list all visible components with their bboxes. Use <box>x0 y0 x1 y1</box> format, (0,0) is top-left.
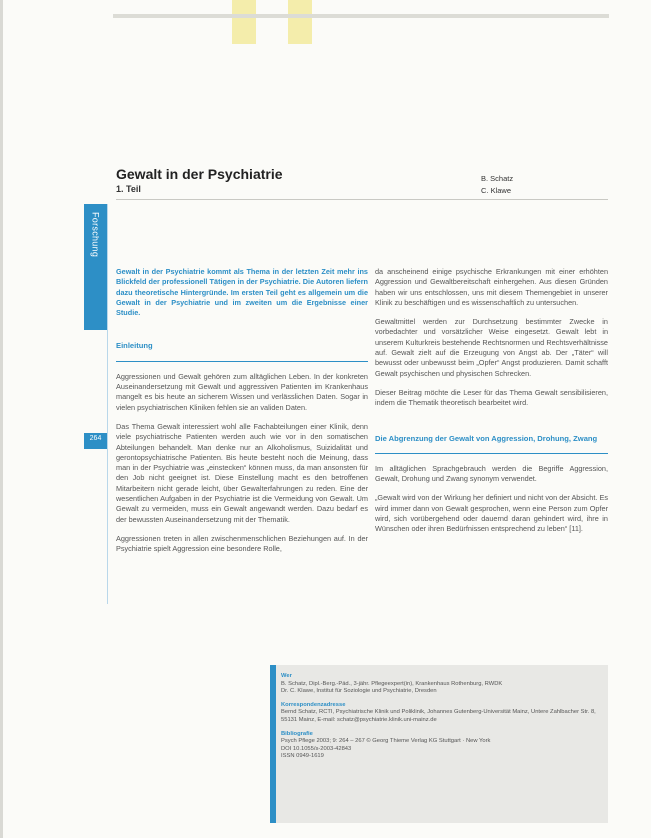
article-subtitle: 1. Teil <box>116 184 141 194</box>
section-heading-abgrenzung: Die Abgrenzung der Gewalt von Aggression, Drohung, Zwang <box>375 433 598 443</box>
page-edge-shadow <box>0 0 3 838</box>
paragraph: Aggressionen treten in allen zwischenmenschlichen Beziehungen auf. In der Psychiatrie spielt Aggression eine besondere Rolle, <box>116 533 368 554</box>
contact-line: Bernd Schatz, RCTI, Psychiatrische Klinik und Poliklinik, Johannes Gutenberg-Universität Mainz, Untere Zahlbacher Str. 8, 55131 Mainz, E-mail: schatz@psychiatrie.klinik.uni-mainz.de <box>281 709 596 723</box>
left-column <box>116 267 368 564</box>
info-box-content <box>281 670 601 761</box>
title-rule <box>116 199 608 200</box>
paragraph: Aggressionen und Gewalt gehören zum alltäglichen Leben. In der konkreten Auseinandersetzung mit Gewalt und aggressiven Patienten im Krankenhaus mangelt es bis heute an sicherem Wissen und verlässlichen Daten. Sogar in vielen psychiatrischen Kliniken fehlen sie an validen Daten. <box>116 371 368 412</box>
affiliation-line: Dr. C. Klawe, Institut für Soziologie und Psychiatrie, Dresden <box>281 688 437 695</box>
affiliation-label: Wer <box>281 673 292 679</box>
citation-label: Bibliografie <box>281 730 313 737</box>
paragraph: Das Thema Gewalt interessiert wohl alle Fachabteilungen einer Klinik, denn viele psychiatrische Patienten werden auch wie vor in den somatischen Abteilungen behandelt. Man denke nur an Alkoholismus, Suizidalität und gerontopsychiatrische Patienten. Bis heute besteht noch die Meinung, dass man in der Psychiatrie was „einstecken“ können muss, da man ansonsten für den Job nicht geeignet ist. Diese Einstellung macht es den betroffenen Mitarbeitern nicht gerade leicht, über Gewalterfahrungen zu reden. Eine der wesentlichen Aufgaben in der Psychiatrie ist die Vermeidung von Gewalt. Um Gewalt zu vermeiden, muss ein Gewalt angewandt werden. Dazu bedarf es der bewussten Auseinandersetzung mit der Thematik. <box>116 421 368 524</box>
page-top-rule <box>113 14 609 18</box>
section-heading-einleitung: Einleitung <box>116 341 153 351</box>
side-margin-line <box>107 204 108 604</box>
author-2: C. Klawe <box>481 186 512 195</box>
sticky-note-tab <box>288 0 312 44</box>
info-box-stripe <box>270 665 276 823</box>
heading-rule <box>116 361 368 362</box>
section-tab-label: Forschung <box>90 212 101 258</box>
paragraph: da anscheinend einige psychische Erkrankungen mit einer erhöhten Aggression und Gewaltbereitschaft einhergehen. Aus diesen Gründen haben wir uns entschlossen, uns mit diesem Themengebiet in unserer Klinik zu beschäftigen und es wissenschaftlich zu untersuchen. <box>375 267 608 307</box>
citation-line: ISSN 0949-1619 <box>281 753 324 760</box>
paragraph: Dieser Beitrag möchte die Leser für das Thema Gewalt sensibilisieren, indem die Thematik theoretisch bearbeitet wird. <box>375 387 608 408</box>
author-1: B. Schatz <box>481 174 514 183</box>
page-number: 264 <box>89 435 102 442</box>
paragraph: Im alltäglichen Sprachgebrauch werden die Begriffe Aggression, Gewalt, Drohung und Zwang synonym verwendet. <box>375 463 608 484</box>
paragraph: „Gewalt wird von der Wirkung her definiert und nicht von der Absicht. Es wird immer dann von Gewalt gesprochen, wenn eine Person zum Opfer wird, sich vorübergehend oder dauernd daran gehindert wird, ihre in Wünschen oder ihren Bedürfnissen entsprechend zu leben“ [11]. <box>375 493 608 534</box>
contact-label: Korrespondenzadresse <box>281 701 346 708</box>
right-column <box>375 267 608 544</box>
heading-rule <box>375 453 608 454</box>
citation-line: DOI 10.1055/s-2003-42843 <box>281 745 352 752</box>
sticky-note-tab <box>232 0 256 44</box>
citation-line: Psych Pflege 2003; 9: 264 – 267 © Georg Thieme Verlag KG Stuttgart · New York <box>281 738 491 745</box>
abstract: Gewalt in der Psychiatrie kommt als Thema in der letzten Zeit mehr ins Blickfeld der professionell Tätigen in der Psychiatrie. Die Autoren liefern dazu theoretische Hintergründe. Im ersten Teil geht es allgemein um die Gewalt in der Psychiatrie und im zweiten um die Ergebnisse einer Studie. <box>116 267 368 318</box>
section-tab-label-wrap <box>84 204 107 330</box>
paragraph: Gewaltmittel werden zur Durchsetzung bestimmter Zwecke in vorbedachter und vorsätzlicher Weise eingesetzt. Gewalt lebt in unserem Kulturkreis bestehende Rechtsnormen und Rechtsverhältnisse auf. Gewalt zielt auf die Erzeugung von Angst ab. Der „Täter“ will bewusst oder unbewusst beim „Opfer“ Angst produzieren. Damit schafft Gewalt psychischen und physischen Schrecken. <box>375 317 608 378</box>
article-title: Gewalt in der Psychiatrie <box>116 166 283 182</box>
affiliation-line: B. Schatz, Dipl.-Berg.-Päd., 3-jähr. Pflegeexpert(in), Krankenhaus Rothenburg, RWDK <box>281 680 503 687</box>
